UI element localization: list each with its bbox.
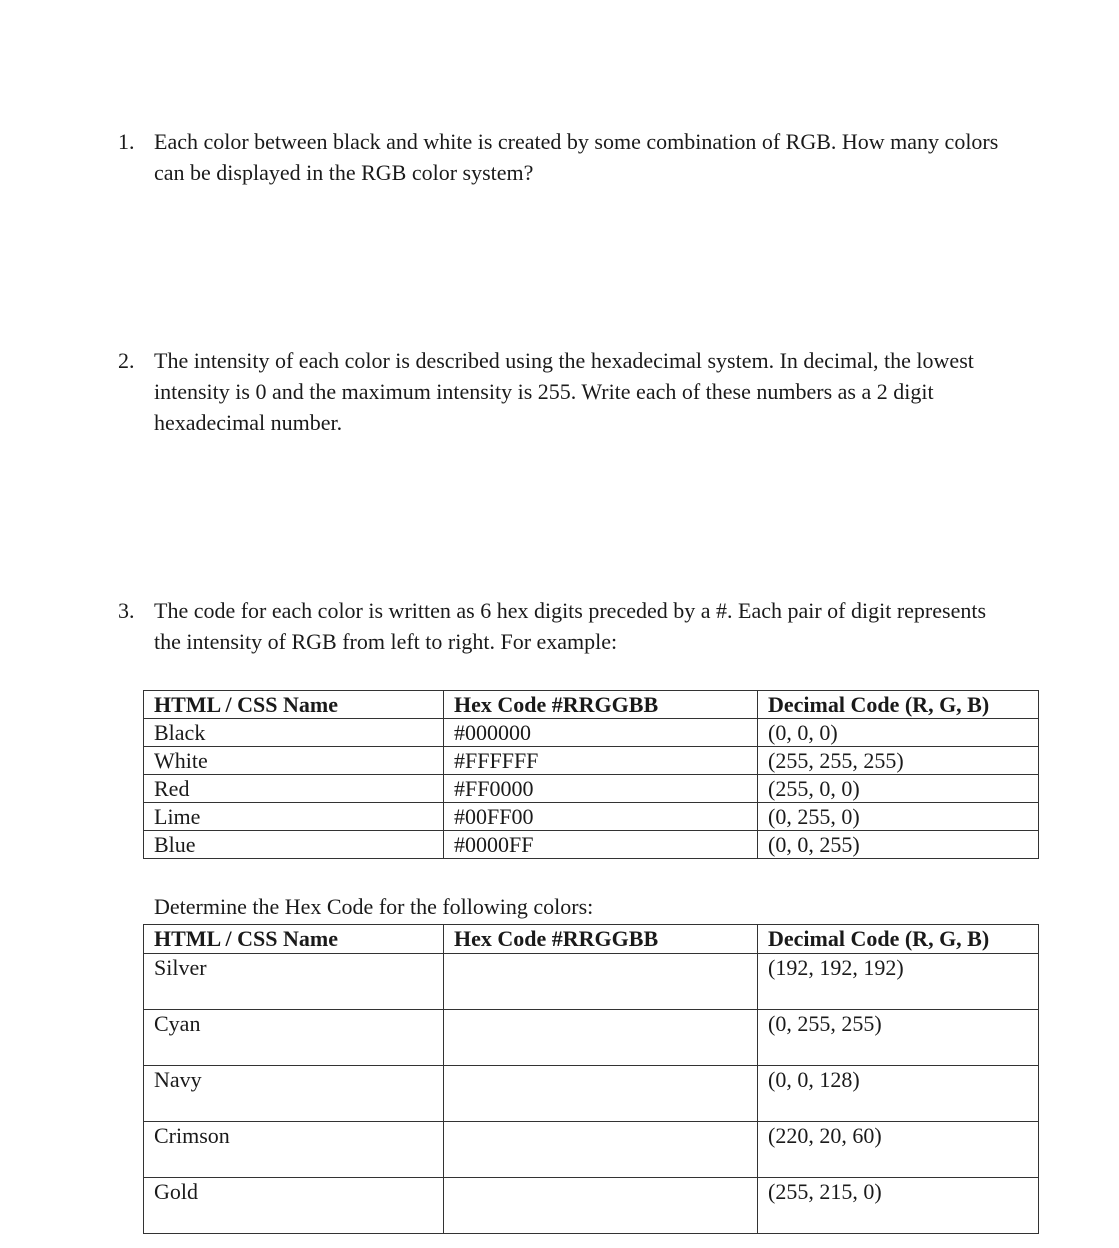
cell-name: Lime — [144, 803, 444, 831]
table-row — [144, 1122, 1039, 1178]
table-row — [144, 831, 1039, 859]
example-color-table — [143, 690, 1039, 859]
cell-decimal: (0, 0, 0) — [758, 719, 1039, 747]
hex-answer-cell[interactable] — [444, 1122, 758, 1178]
cell-name: Blue — [144, 831, 444, 859]
exercise-color-table — [143, 924, 1039, 1234]
cell-decimal: (192, 192, 192) — [758, 954, 1039, 1010]
table-row — [144, 1178, 1039, 1234]
question-1-number: 1. — [118, 129, 135, 154]
cell-hex: #FF0000 — [444, 775, 758, 803]
cell-hex: #00FF00 — [444, 803, 758, 831]
table-row — [144, 1066, 1039, 1122]
cell-decimal: (255, 215, 0) — [758, 1178, 1039, 1234]
cell-name: Red — [144, 775, 444, 803]
header-hex: Hex Code #RRGGBB — [444, 691, 758, 719]
cell-hex: #FFFFFF — [444, 747, 758, 775]
question-1-text: Each color between black and white is created by some combination of RGB. How many colors can be displayed in the RGB color system? — [154, 129, 999, 185]
table-row — [144, 747, 1039, 775]
cell-hex: #0000FF — [444, 831, 758, 859]
cell-decimal: (220, 20, 60) — [758, 1122, 1039, 1178]
question-2 — [118, 345, 1018, 438]
cell-name: Cyan — [144, 1010, 444, 1066]
cell-name: Gold — [144, 1178, 444, 1234]
table-row — [144, 803, 1039, 831]
header-hex: Hex Code #RRGGBB — [444, 925, 758, 954]
header-name: HTML / CSS Name — [144, 925, 444, 954]
table-row — [144, 1010, 1039, 1066]
question-1 — [118, 126, 1018, 188]
question-2-number: 2. — [118, 348, 135, 373]
cell-name: Black — [144, 719, 444, 747]
hex-answer-cell[interactable] — [444, 954, 758, 1010]
cell-decimal: (255, 0, 0) — [758, 775, 1039, 803]
question-2-text: The intensity of each color is described using the hexadecimal system. In decimal, the lowest intensity is 0 and the maximum intensity is 255. Write each of these numbers as a 2 digit hexadecimal number. — [154, 348, 974, 435]
cell-hex: #000000 — [444, 719, 758, 747]
table-header-row — [144, 925, 1039, 954]
table-row — [144, 719, 1039, 747]
hex-answer-cell[interactable] — [444, 1178, 758, 1234]
cell-name: Silver — [144, 954, 444, 1010]
task-instruction: Determine the Hex Code for the following colors: — [154, 894, 594, 919]
hex-answer-cell[interactable] — [444, 1066, 758, 1122]
question-3-number: 3. — [118, 598, 135, 623]
cell-name: White — [144, 747, 444, 775]
header-decimal: Decimal Code (R, G, B) — [758, 925, 1039, 954]
table-row — [144, 954, 1039, 1010]
cell-name: Crimson — [144, 1122, 444, 1178]
cell-decimal: (255, 255, 255) — [758, 747, 1039, 775]
cell-decimal: (0, 255, 255) — [758, 1010, 1039, 1066]
cell-decimal: (0, 255, 0) — [758, 803, 1039, 831]
question-3-text: The code for each color is written as 6 hex digits preceded by a #. Each pair of digit represents the intensity of RGB from left to right. For example: — [154, 598, 987, 654]
question-3 — [118, 595, 1018, 657]
header-name: HTML / CSS Name — [144, 691, 444, 719]
cell-decimal: (0, 0, 128) — [758, 1066, 1039, 1122]
header-decimal: Decimal Code (R, G, B) — [758, 691, 1039, 719]
cell-decimal: (0, 0, 255) — [758, 831, 1039, 859]
table-header-row — [144, 691, 1039, 719]
table-row — [144, 775, 1039, 803]
hex-answer-cell[interactable] — [444, 1010, 758, 1066]
cell-name: Navy — [144, 1066, 444, 1122]
